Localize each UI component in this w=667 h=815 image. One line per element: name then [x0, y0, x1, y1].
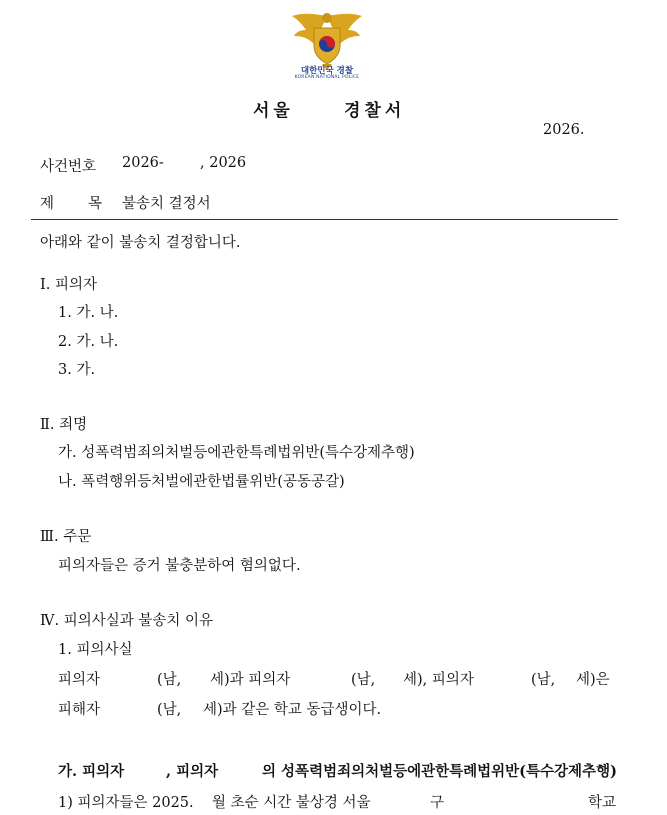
divider — [31, 219, 618, 220]
charge-item-2: 나. 폭력행위등처벌에관한법률위반(공동공갈) — [58, 474, 345, 490]
case-number-label: 사건번호 — [40, 159, 97, 175]
subhead-a: 가. 피의자 — [58, 763, 125, 780]
section1-heading: Ⅰ. 피의자 — [40, 277, 97, 293]
document-date: 2026. — [543, 122, 585, 138]
facts-line1-a: 피의자 — [58, 672, 101, 688]
facts-line1-b: (남, — [157, 672, 182, 688]
facts-line3-b: 월 초순 시간 불상경 서울 — [212, 795, 371, 811]
facts-line1-d: (남, — [351, 672, 376, 688]
facts-line3-d: 학교 — [588, 795, 617, 811]
facts-line2-a: 피해자 — [58, 702, 101, 718]
case-number-value1: 2026- — [122, 155, 164, 171]
facts-line1-g: 세)은 — [576, 672, 610, 688]
facts-line1-f: (남, — [531, 672, 556, 688]
subject-label-2: 목 — [88, 196, 103, 212]
disposition-text: 피의자들은 증거 불충분하여 혐의없다. — [58, 558, 301, 574]
suspect-item-3: 3. 가. — [58, 362, 96, 378]
case-number-value2: , 2026 — [200, 155, 247, 171]
subhead-b: , 피의자 — [166, 763, 219, 780]
charge-item-1: 가. 성폭력범죄의처벌등에관한특례법위반(특수강제추행) — [58, 445, 415, 461]
emblem-title: 대한민국 경찰 — [300, 66, 354, 76]
section3-heading: Ⅲ. 주문 — [40, 529, 92, 545]
suspect-item-2: 2. 가. 나. — [58, 334, 119, 350]
section2-heading: Ⅱ. 죄명 — [40, 417, 88, 433]
intro-text: 아래와 같이 불송치 결정합니다. — [40, 235, 241, 251]
facts-line1-c: 세)과 피의자 — [210, 672, 291, 688]
office-name-part2: 경찰서 — [344, 101, 406, 121]
facts-line2-c: 세)과 같은 학교 동급생이다. — [203, 702, 382, 718]
office-name-part1: 서울 — [253, 101, 294, 121]
facts-line1-e: 세), 피의자 — [403, 672, 474, 688]
subhead-c: 의 성폭력범죄의처벌등에관한특례법위반(특수강제추행) — [262, 763, 617, 780]
emblem-subtitle: KOREAN NATIONAL POLICE — [294, 75, 360, 80]
suspect-item-1: 1. 가. 나. — [58, 305, 119, 321]
facts-subheading: 1. 피의사실 — [58, 642, 133, 658]
subject-value: 불송치 결정서 — [122, 196, 211, 212]
facts-line3-a: 1) 피의자들은 2025. — [58, 795, 194, 811]
subject-label-1: 제 — [40, 196, 55, 212]
facts-line3-c: 구 — [430, 795, 445, 811]
section4-heading: Ⅳ. 피의사실과 불송치 이유 — [40, 613, 213, 629]
facts-line2-b: (남, — [157, 702, 182, 718]
